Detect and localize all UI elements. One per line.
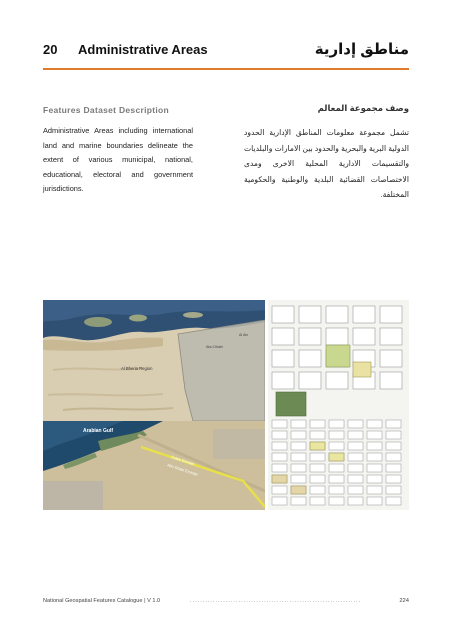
plan-block [326,328,348,345]
plan-parcel [291,420,306,428]
footer-leader-dots: ................................................................... [190,598,362,604]
plan-green-block [276,392,306,416]
plan-parcel [310,453,325,461]
description-text: Administrative Areas including international land and marine boundaries delineate the extent of various municipal, national, educational, electoral and government jurisdictions. [43,126,193,193]
east-label: Al Ain [239,333,249,337]
plan-parcel [386,475,401,483]
plan-parcel [348,464,363,472]
description-text-arabic: تشمل مجموعة معلومات المناطق الإدارية الحدود الدولية البرية والبحرية والحدود بين الامارات والبلديات والتقسيمات الادارية المحلية الاخرى ومدى الاختصاصات القضائية البلدية والوطنية والحكومية المختلفة. [244,128,409,200]
plan-parcel [291,431,306,439]
plan-highlight-parcel [272,475,287,483]
plan-parcel [367,486,382,494]
plan-parcel [367,420,382,428]
plan-parcel [272,442,287,450]
urban-plan-svg [268,300,409,510]
plan-parcel [367,475,382,483]
plan-parcel [310,420,325,428]
plan-block [353,306,375,323]
chapter-number: 20 [43,42,58,57]
plan-parcel [348,486,363,494]
plan-highlight-parcel [291,486,306,494]
satellite-map-boundary [43,421,265,510]
plan-parcel [329,475,344,483]
plan-parcel [348,453,363,461]
plan-parcel [329,442,344,450]
plan-parcel [329,431,344,439]
plan-highlight-parcel [310,442,325,450]
plan-parcel [367,442,382,450]
plan-parcel [386,486,401,494]
plan-highlight-block [353,362,371,377]
plan-block [272,350,294,367]
plan-parcel [310,475,325,483]
plan-block [299,306,321,323]
plan-parcel [310,431,325,439]
plan-parcel [386,442,401,450]
plan-parcel [272,453,287,461]
page-number: 224 [399,598,409,604]
plan-block [353,328,375,345]
area-label: Abu Dhabi [206,345,223,349]
road-label-2: Abu Dhabi Emirate [166,463,199,477]
plan-block [380,306,402,323]
plan-parcel [329,486,344,494]
page-title-arabic: مناطق إدارية [314,41,409,58]
plan-parcel [386,431,401,439]
plan-parcel [272,420,287,428]
plan-block [272,306,294,323]
plan-block [299,350,321,367]
plan-parcel [367,453,382,461]
plan-parcel [291,453,306,461]
plan-highlight-parcel [329,453,344,461]
section-heading: Features Dataset Description [43,105,170,115]
region-map-svg [43,300,265,421]
plan-parcel [329,497,344,505]
plan-parcel [348,420,363,428]
plan-parcel [348,431,363,439]
plan-park-block [326,345,350,367]
boundary-map-svg [43,421,265,510]
road-label-1: Dubai Emirate [170,455,195,467]
urban-plan-map [268,300,409,510]
plan-parcel [310,464,325,472]
plan-parcel [329,420,344,428]
plan-parcel [291,497,306,505]
header-divider [43,68,409,70]
plan-block [299,372,321,389]
plan-parcel [348,442,363,450]
plan-parcel [291,475,306,483]
plan-parcel [386,497,401,505]
plan-parcel [310,486,325,494]
plan-block [380,350,402,367]
footer-separator: | [144,598,146,604]
plan-parcel [291,464,306,472]
footer-version: V 1.0 [147,598,161,604]
plan-block [272,328,294,345]
plan-parcel [367,431,382,439]
plan-parcel [367,464,382,472]
plan-parcel [386,453,401,461]
plan-block [272,372,294,389]
region-label: Al Bheria Region [121,366,153,371]
section-heading-arabic: وصف مجموعة المعالم [317,103,409,113]
plan-parcel [291,442,306,450]
plan-block [326,306,348,323]
page-title: Administrative Areas [78,42,208,57]
plan-parcel [272,497,287,505]
plan-parcel [386,420,401,428]
plan-parcel [367,497,382,505]
plan-parcel [310,497,325,505]
plan-parcel [348,475,363,483]
satellite-map-region [43,300,265,421]
footer-catalogue [43,598,160,604]
plan-parcel [272,486,287,494]
sea-label: Arabian Gulf [83,428,114,434]
figure [43,300,409,510]
plan-block [380,372,402,389]
plan-parcel [329,464,344,472]
footer-catalogue-name: National Geospatial Features Catalogue [43,598,143,604]
plan-block [380,328,402,345]
plan-block [299,328,321,345]
plan-parcel [386,464,401,472]
plan-parcel [272,464,287,472]
plan-block [326,372,348,389]
plan-parcel [348,497,363,505]
plan-parcel [272,431,287,439]
